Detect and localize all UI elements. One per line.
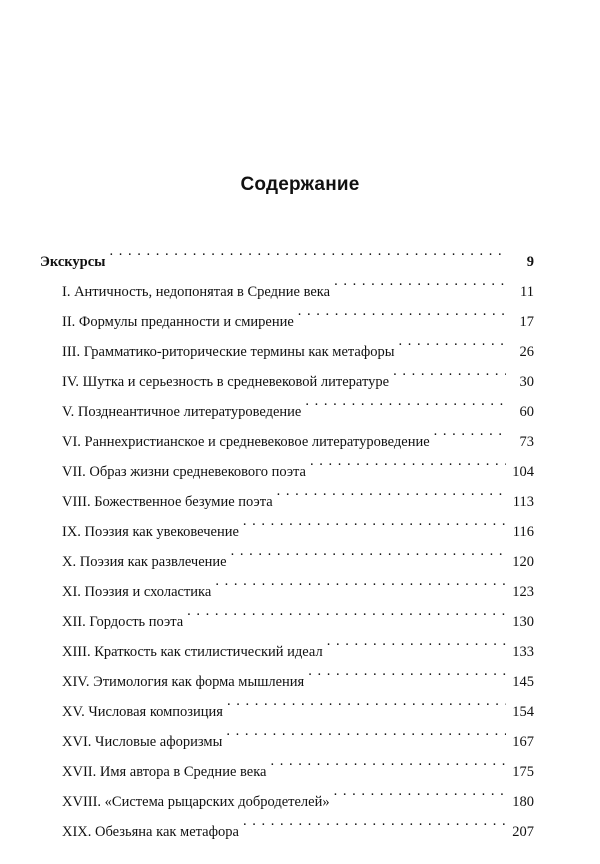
toc-section-label: Экскурсы bbox=[40, 254, 106, 270]
toc-entry-label: XI. Поэзия и схоластика bbox=[62, 584, 212, 600]
toc-dot-leader bbox=[243, 506, 506, 536]
toc-entry-label: VIII. Божественное безумие поэта bbox=[62, 494, 273, 510]
toc-dot-leader bbox=[399, 326, 507, 356]
toc-dot-leader bbox=[310, 446, 506, 476]
toc-entry-page: 17 bbox=[519, 314, 534, 330]
toc-dot-leader bbox=[243, 806, 506, 836]
toc-entry-page: 60 bbox=[519, 404, 534, 420]
toc-dot-leader bbox=[227, 686, 506, 716]
toc-entry-label: XII. Гордость поэта bbox=[62, 614, 184, 630]
toc-entry-page: 130 bbox=[512, 614, 534, 630]
toc-dot-leader bbox=[109, 236, 506, 266]
toc-entry-page: 133 bbox=[512, 644, 534, 660]
toc-section-page: 9 bbox=[526, 254, 534, 270]
toc-entry-label: XVI. Числовые афоризмы bbox=[62, 734, 223, 750]
toc-entry-label: IX. Поэзия как увековечение bbox=[62, 524, 239, 540]
toc-entry-label: XIII. Краткость как стилистический идеал bbox=[62, 644, 323, 660]
toc-entry-page: 11 bbox=[520, 284, 534, 300]
page-title: Содержание bbox=[240, 174, 360, 195]
table-of-contents bbox=[40, 236, 534, 840]
toc-entry-label: II. Формулы преданности и смирение bbox=[62, 314, 294, 330]
toc-dot-leader bbox=[305, 386, 506, 416]
toc-entry-label: VII. Образ жизни средневекового поэта bbox=[62, 464, 306, 480]
toc-entry-page: 104 bbox=[512, 464, 534, 480]
toc-dot-leader bbox=[308, 656, 506, 686]
toc-entry-label: XV. Числовая композиция bbox=[62, 704, 223, 720]
toc-entry-label: IV. Шутка и серьезность в средневековой литературе bbox=[62, 374, 390, 390]
toc-dot-leader bbox=[187, 596, 506, 626]
toc-entry-label: XIX. Обезьяна как метафора bbox=[62, 824, 239, 840]
toc-entry-label: V. Позднеантичное литературоведение bbox=[62, 404, 302, 420]
toc-dot-leader bbox=[215, 566, 506, 596]
toc-entry-page: 120 bbox=[512, 554, 534, 570]
toc-dot-leader bbox=[226, 716, 506, 746]
toc-dot-leader bbox=[270, 746, 506, 776]
toc-entry-page: 154 bbox=[512, 704, 534, 720]
toc-dot-leader bbox=[298, 296, 506, 326]
toc-entry-page: 73 bbox=[519, 434, 534, 450]
toc-entry-page: 116 bbox=[512, 524, 534, 540]
toc-dot-leader bbox=[434, 416, 506, 446]
toc-entry-label: I. Античность, недопонятая в Средние века bbox=[62, 284, 331, 300]
toc-entry[interactable] bbox=[40, 266, 534, 300]
toc-dot-leader bbox=[277, 476, 506, 506]
toc-dot-leader bbox=[334, 266, 506, 296]
toc-entry-page: 123 bbox=[512, 584, 534, 600]
toc-entry-label: X. Поэзия как развлечение bbox=[62, 554, 227, 570]
toc-entry-page: 175 bbox=[512, 764, 534, 780]
toc-section-excursus[interactable] bbox=[40, 236, 534, 270]
toc-entry-page: 113 bbox=[512, 494, 534, 510]
toc-entry-label: XIV. Этимология как форма мышления bbox=[62, 674, 305, 690]
toc-entry-page: 26 bbox=[519, 344, 534, 360]
toc-entry-page: 167 bbox=[512, 734, 534, 750]
toc-dot-leader bbox=[231, 536, 506, 566]
toc-entry-page: 207 bbox=[512, 824, 534, 840]
toc-dot-leader bbox=[334, 776, 506, 806]
toc-dot-leader bbox=[327, 626, 506, 656]
toc-entry-page: 180 bbox=[512, 794, 534, 810]
toc-entry-label: XVIII. «Система рыцарских добродетелей» bbox=[62, 794, 330, 810]
toc-entry-page: 30 bbox=[519, 374, 534, 390]
toc-dot-leader bbox=[393, 356, 506, 386]
toc-entry-label: XVII. Имя автора в Средние века bbox=[62, 764, 267, 780]
toc-entry-label: VI. Раннехристианское и средневековое литературоведение bbox=[62, 434, 430, 450]
toc-entry-label: III. Грамматико-риторические термины как метафоры bbox=[62, 344, 395, 360]
toc-entry-page: 145 bbox=[512, 674, 534, 690]
